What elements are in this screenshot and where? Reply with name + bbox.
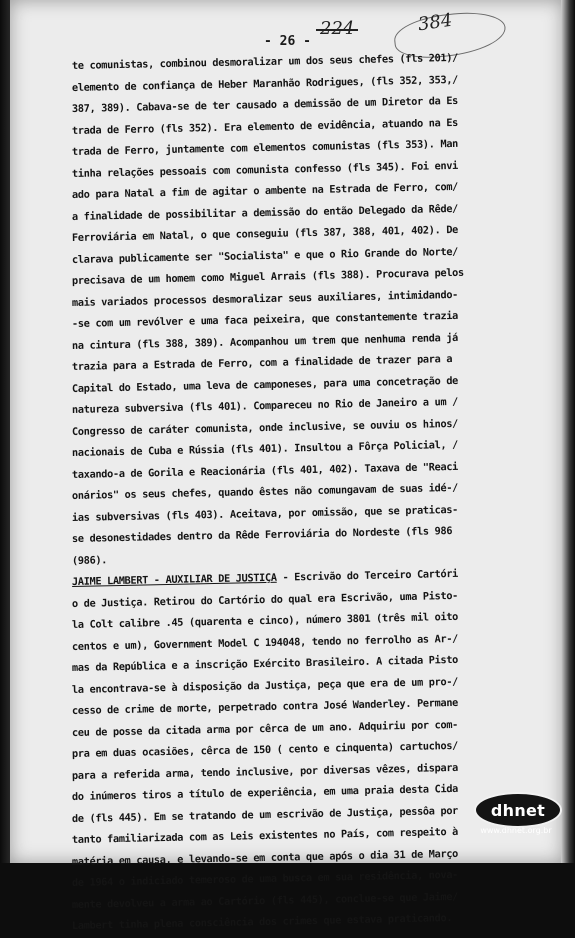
text-line: onários" os seus chefes, quando êstes não comungavam de suas idé-/ — [71, 481, 459, 502]
text-line: tanto familiarizada com as Leis existentes no País, com respeito à — [71, 825, 459, 846]
text-line: Ferroviária em Natal, o que conseguiu (fls 387, 388, 401, 402). De — [71, 223, 459, 244]
text-line: a finalidade de possibilitar a demissão do então Delegado da Rêde/ — [71, 202, 459, 223]
text-line: o de Justiça. Retirou do Cartório do qual era Escrivão, uma Pisto- — [71, 589, 459, 610]
text-line: natureza subversiva (fls 401). Compareceu no Rio de Janeiro a um / — [71, 395, 459, 416]
handwritten-number: 384 — [416, 9, 454, 36]
text-line: trada de Ferro (fls 352). Era elemento de evidência, atuando na Es — [71, 116, 459, 137]
text-line: na cintura (fls 388, 389). Acompanhou um trem que nenhuma renda já — [71, 331, 459, 352]
text-line: -se com um revólver e uma faca peixeira, que constantemente trazia — [71, 309, 459, 330]
text-line: elemento de confiança de Heber Maranhão Rodrigues, (fls 352, 353,/ — [71, 73, 459, 94]
text-line: mais variados processos desmoralizar seus auxiliares, intimidando- — [71, 288, 459, 309]
logo-text: dhnet — [490, 800, 546, 820]
text-line: precisava de um homem como Miguel Arrais (fls 388). Procurava pelos — [71, 266, 464, 287]
text-line: Congresso de caráter comunista, onde inclusive, se ouviu os hinos/ — [71, 417, 459, 438]
text-line: pra em duas ocasiões, cêrca de 150 ( cento e cinquenta) cartuchos/ — [71, 739, 459, 760]
text-line: ias subversivas (fls 403). Aceitava, por omissão, que se praticas- — [71, 503, 459, 524]
text-line: para a referida arma, tendo inclusive, por diversas vêzes, dispara — [71, 761, 459, 782]
text-line: clarava publicamente ser "Socialista" e que o Rio Grande do Norte/ — [71, 245, 459, 266]
text-line: trazia para a Estrada de Ferro, com a finalidade de trazer para a — [71, 353, 453, 373]
text-line: taxando-a de Gorila e Reacionária (fls 401, 402). Taxava de "Reaci — [71, 460, 459, 481]
crossed-out-number: 224 — [320, 18, 355, 39]
text-line: la encontrava-se à disposição da Justiça, peça que era de um pro-/ — [71, 675, 459, 696]
text-line: la Colt calibre .45 (quarenta e cinco), número 3801 (três mil oito — [71, 610, 459, 631]
dhnet-logo — [474, 792, 562, 828]
text-line: ceu de posse da citada arma por cêrca de um ano. Adquiriu por com- — [71, 718, 459, 739]
text-line: de (fls 445). Em se tratando de um escrivão de Justiça, pessôa por — [71, 804, 459, 825]
text-line: trada de Ferro, juntamente com elementos comunistas (fls 353). Man — [71, 137, 459, 158]
text-line: de 1964 o indiciado temeroso de uma busca em sua residência, nova- — [71, 868, 459, 889]
text-line: nacionais de Cuba e Rússia (fls 401). Insultou a Fôrça Policial, / — [71, 438, 459, 459]
text-line: centos e um), Government Model C 194048, tendo no ferrolho as Ar-/ — [71, 632, 459, 653]
section-heading-continuation: - Escrivão do Terceiro Cartóri — [276, 567, 459, 584]
text-line: ado para Natal a fim de agitar o ambente na Estrada de Ferro, com/ — [71, 180, 459, 201]
text-line: Capital do Estado, uma leva de camponeses, para uma concetração de — [71, 374, 459, 395]
text-line: mas da República e a inscrição Exército Brasileiro. A citada Pisto — [71, 653, 459, 674]
text-line: cesso de crime de morte, perpetrado contra José Wanderley. Permane — [71, 696, 459, 717]
text-line: se desonestidades dentro da Rêde Ferroviária do Nordeste (fls 986 — [71, 525, 453, 545]
watermark-url: www.dhnet.org.br — [480, 826, 552, 835]
section-heading: JAIME LAMBERT - AUXILIAR DE JUSTIÇA — [71, 571, 277, 588]
text-line: (986). — [71, 553, 108, 567]
scan-right-edge — [561, 0, 575, 863]
text-line: tinha relações pessoais com comunista confesso (fls 345). Foi envi — [71, 159, 459, 180]
text-line: mente devolveu a arma ao Cartório (fls 445), conclue-se que Jaime/ — [71, 890, 459, 911]
page-number: - 26 - — [264, 34, 311, 49]
text-line: do inúmeros tiros a título de experiência, em uma praia desta Cida — [71, 782, 459, 803]
text-line: te comunistas, combinou desmoralizar um dos seus chefes (fls 201)/ — [71, 51, 459, 72]
text-line: 387, 389). Cabava-se de ter causado a demissão de um Diretor da Es — [71, 94, 459, 115]
text-line: Lambert tinha plena consciência dos crimes que estava praticando. — [71, 912, 453, 932]
text-line: matéria em causa, e levando-se em conta que após o dia 31 de Março — [71, 847, 459, 868]
